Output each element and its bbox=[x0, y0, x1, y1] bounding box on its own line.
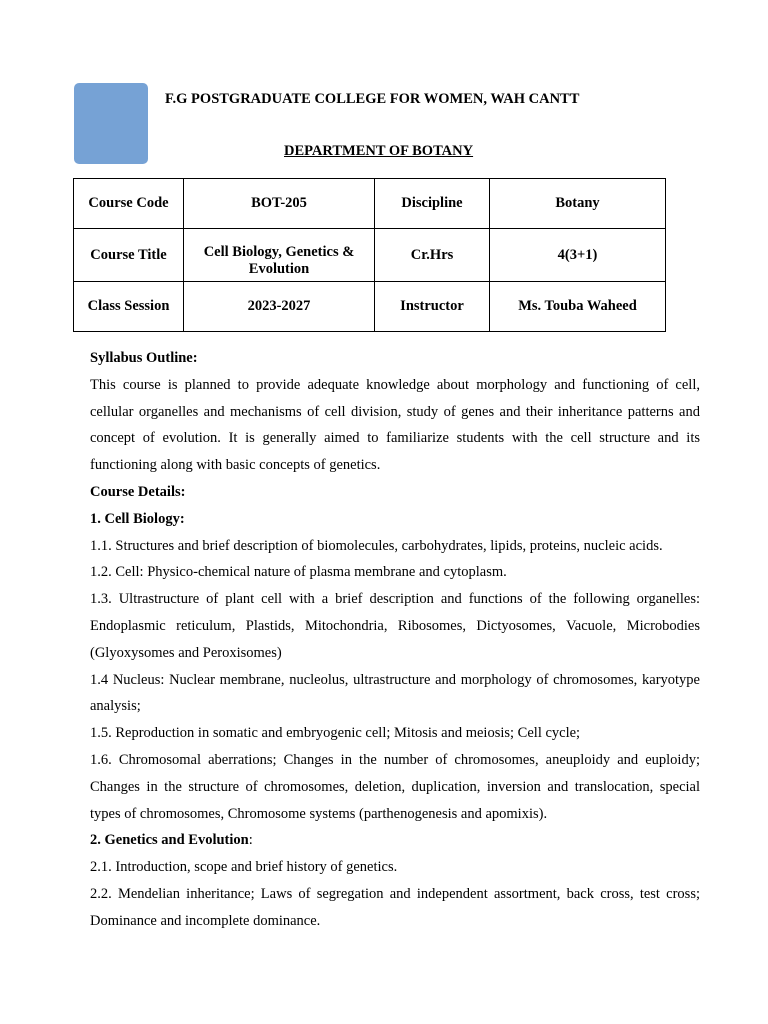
syllabus-outline-heading: Syllabus Outline: bbox=[90, 350, 198, 366]
value-instructor: Ms. Touba Waheed bbox=[490, 282, 666, 332]
section-heading-cell-biology: 1. Cell Biology: bbox=[90, 510, 185, 527]
course-details-heading: Course Details: bbox=[90, 483, 186, 500]
label-class-session: Class Session bbox=[74, 282, 184, 332]
value-course-title: Cell Biology, Genetics & Evolution bbox=[184, 229, 375, 282]
label-discipline: Discipline bbox=[375, 179, 490, 229]
list-item: 1.2. Cell: Physico-chemical nature of plasma membrane and cytoplasm. bbox=[90, 564, 507, 581]
college-logo bbox=[74, 83, 148, 164]
list-item: 1.1. Structures and brief description of biomolecules, carbohydrates, lipids, proteins, nucleic acids. bbox=[90, 537, 663, 554]
section-heading-genetics-colon: : bbox=[248, 832, 253, 849]
syllabus-body bbox=[90, 345, 700, 935]
value-class-session: 2023-2027 bbox=[184, 282, 375, 332]
label-course-code: Course Code bbox=[74, 179, 184, 229]
syllabus-outline-text: This course is planned to provide adequate knowledge about morphology and functioning of cell, cellular organelles and mechanisms of cell division, study of genes and their inheritance patterns and concept of evolution. It is generally aimed to familiarize students with the cell structure and its functioning along with basic concepts of genetics. bbox=[90, 376, 700, 474]
list-item: 1.6. Chromosomal aberrations; Changes in the number of chromosomes, aneuploidy and euploidy; Changes in the structure of chromosomes, deletion, duplication, inversion and translocation, special types of chromosomes, Chromosome systems (parthenogenesis and apomixis). bbox=[90, 751, 700, 822]
section-heading-genetics-title: 2. Genetics and Evolution bbox=[90, 832, 249, 849]
label-instructor: Instructor bbox=[375, 282, 490, 332]
list-item: 1.5. Reproduction in somatic and embryogenic cell; Mitosis and meiosis; Cell cycle; bbox=[90, 725, 581, 742]
value-course-code: BOT-205 bbox=[184, 179, 375, 229]
section-heading-genetics bbox=[90, 827, 700, 854]
table-row bbox=[74, 229, 666, 282]
list-item: 2.2. Mendelian inheritance; Laws of segregation and independent assortment, back cross, test cross; Dominance and incomplete dominance. bbox=[90, 885, 700, 929]
course-info-table bbox=[73, 178, 666, 332]
table-row bbox=[74, 282, 666, 332]
label-credit-hours: Cr.Hrs bbox=[375, 229, 490, 282]
list-item: 1.4 Nucleus: Nuclear membrane, nucleolus, ultrastructure and morphology of chromosomes, karyotype analysis; bbox=[90, 671, 700, 715]
list-item: 2.1. Introduction, scope and brief history of genetics. bbox=[90, 859, 398, 876]
department-title: DEPARTMENT OF BOTANY bbox=[284, 143, 474, 159]
value-discipline: Botany bbox=[490, 179, 666, 229]
college-title: F.G POSTGRADUATE COLLEGE FOR WOMEN, WAH CANTT bbox=[165, 91, 580, 107]
table-row bbox=[74, 179, 666, 229]
label-course-title: Course Title bbox=[74, 229, 184, 282]
value-credit-hours: 4(3+1) bbox=[490, 229, 666, 282]
list-item: 1.3. Ultrastructure of plant cell with a brief description and functions of the following organelles: Endoplasmic reticulum, Plastids, Mitochondria, Ribosomes, Dictyosomes, Vacuole, Microbodies (Glyoxysomes and Peroxisomes) bbox=[90, 591, 700, 661]
